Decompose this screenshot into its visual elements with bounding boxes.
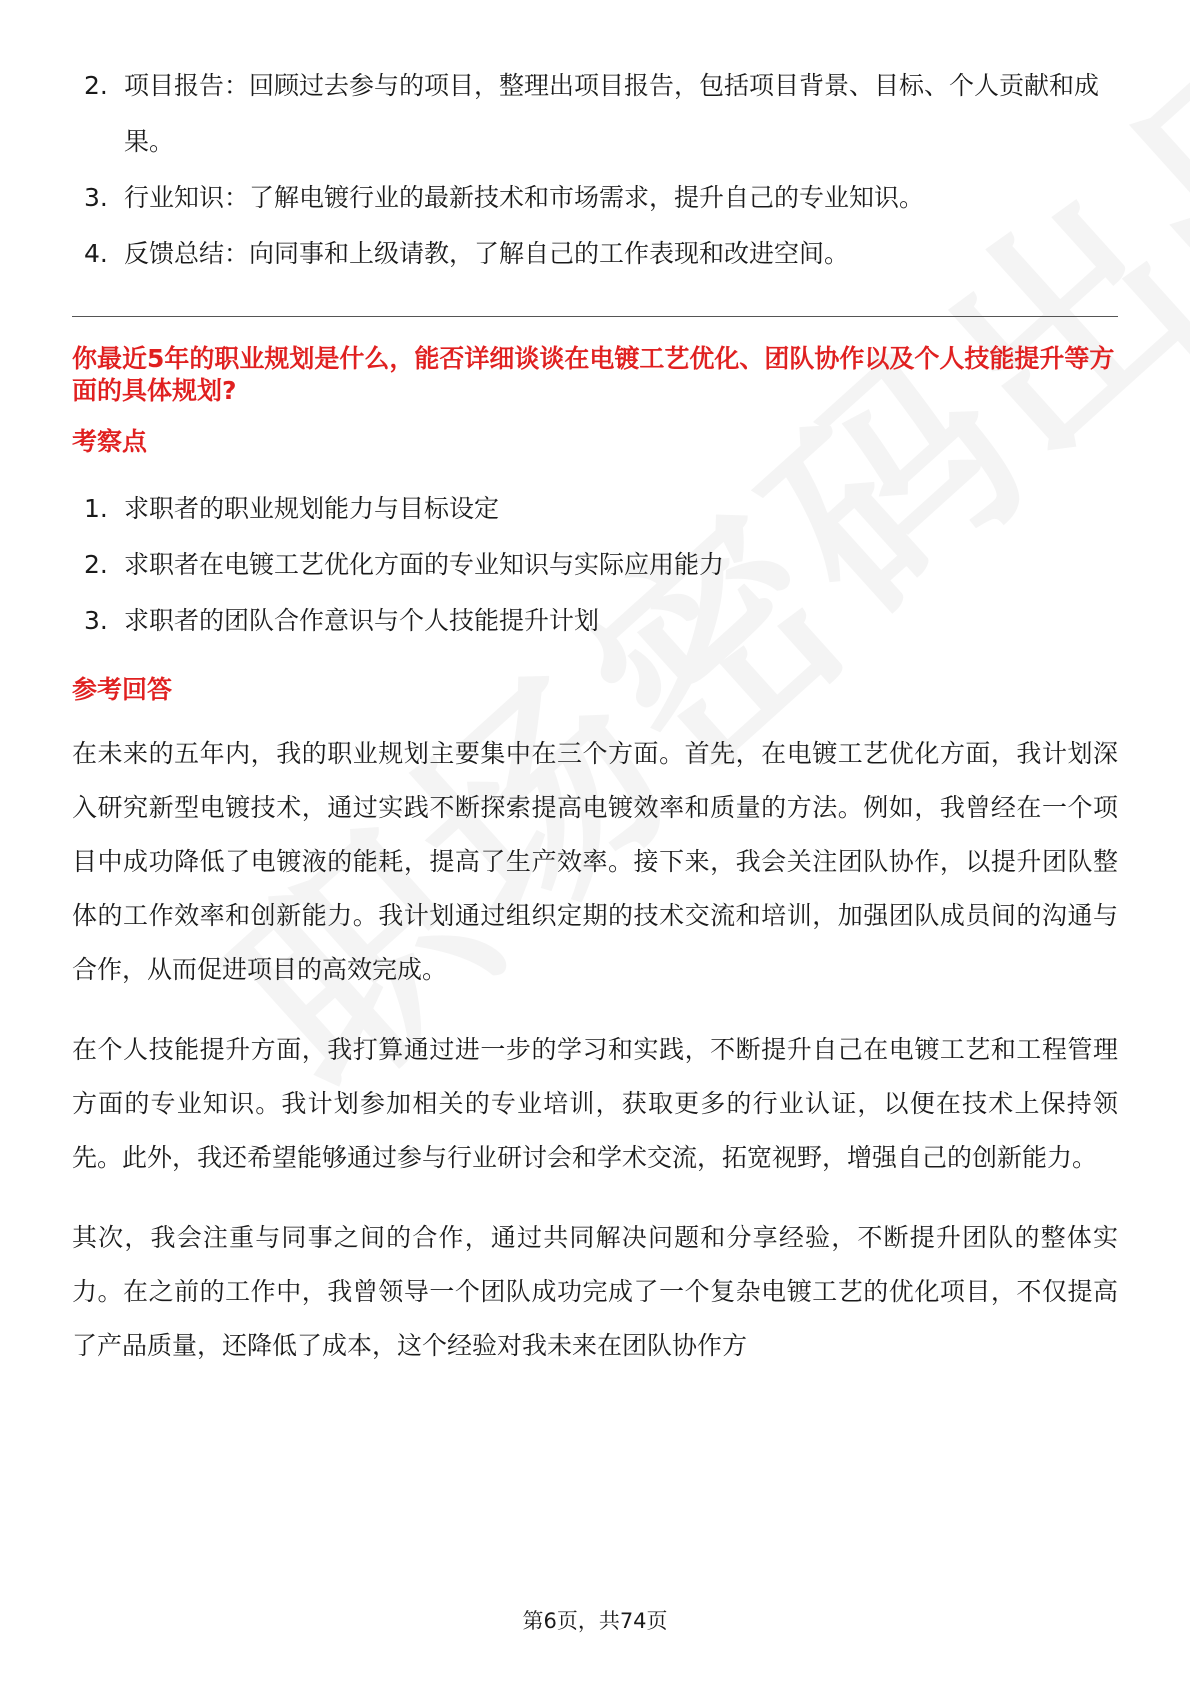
list-item-number: 2. — [84, 550, 108, 579]
assessment-points-list — [72, 481, 1118, 649]
list-item-text: 行业知识：了解电镀行业的最新技术和市场需求，提升自己的专业知识。 — [124, 183, 925, 212]
list-item-number: 2. — [84, 71, 108, 100]
list-item-text: 求职者的职业规划能力与目标设定 — [124, 494, 500, 523]
list-item-text: 反馈总结：向同事和上级请教，了解自己的工作表现和改进空间。 — [124, 239, 850, 268]
list-item-number: 3. — [84, 183, 108, 212]
list-item-number: 1. — [84, 494, 108, 523]
answer-heading: 参考回答 — [72, 675, 173, 704]
list-item — [72, 58, 1118, 170]
page-number-footer: 第6页，共74页 — [522, 1609, 668, 1633]
previous-answer-list — [72, 58, 1118, 282]
list-item — [72, 537, 1118, 593]
page-content — [72, 58, 1118, 1399]
section-divider — [72, 316, 1118, 317]
list-item-number: 4. — [84, 239, 108, 268]
answer-paragraph: 在个人技能提升方面，我打算通过进一步的学习和实践，不断提升自己在电镀工艺和工程管理方面的专业知识。我计划参加相关的专业培训，获取更多的行业认证，以便在技术上保持领先。此外，我还希望能够通过参与行业研讨会和学术交流，拓宽视野，增强自己的创新能力。 — [72, 1035, 1118, 1172]
answer-paragraph: 在未来的五年内，我的职业规划主要集中在三个方面。首先，在电镀工艺优化方面，我计划深入研究新型电镀技术，通过实践不断探索提高电镀效率和质量的方法。例如，我曾经在一个项目中成功降低了电镀液的能耗，提高了生产效率。接下来，我会关注团队协作，以提升团队整体的工作效率和创新能力。我计划通过组织定期的技术交流和培训，加强团队成员间的沟通与合作，从而促进项目的高效完成。 — [72, 739, 1118, 984]
list-item — [72, 226, 1118, 282]
list-item — [72, 481, 1118, 537]
list-item — [72, 170, 1118, 226]
list-item-text: 求职者在电镀工艺优化方面的专业知识与实际应用能力 — [124, 550, 725, 579]
answer-paragraph: 其次，我会注重与同事之间的合作，通过共同解决问题和分享经验，不断提升团队的整体实力。在之前的工作中，我曾领导一个团队成功完成了一个复杂电镀工艺的优化项目，不仅提高了产品质量，还降低了成本，这个经验对我未来在团队协作方 — [72, 1223, 1118, 1360]
list-item-number: 3. — [84, 606, 108, 635]
points-heading: 考察点 — [72, 427, 148, 456]
list-item-text: 项目报告：回顾过去参与的项目，整理出项目报告，包括项目背景、目标、个人贡献和成果。 — [124, 71, 1100, 156]
list-item-text: 求职者的团队合作意识与个人技能提升计划 — [124, 606, 600, 635]
list-item — [72, 593, 1118, 649]
interview-question: 你最近5年的职业规划是什么，能否详细谈谈在电镀工艺优化、团队协作以及个人技能提升等方面的具体规划? — [72, 344, 1115, 405]
